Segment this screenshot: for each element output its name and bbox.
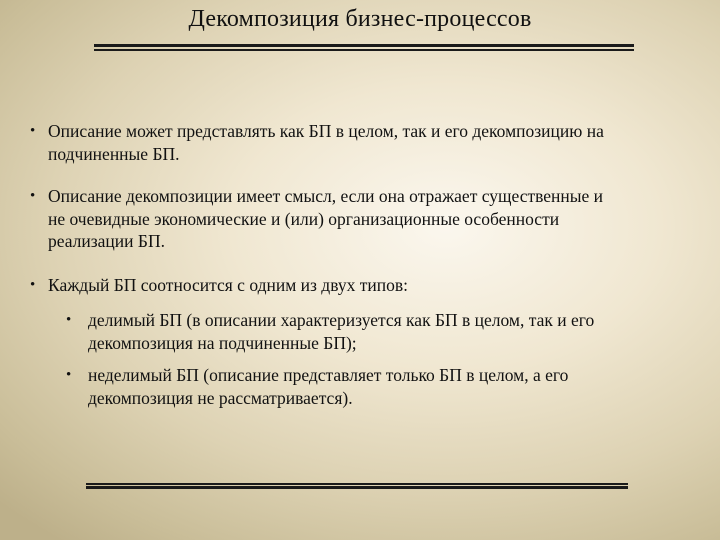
divider-thick-line [94, 44, 634, 47]
divider-thin-line [94, 49, 634, 51]
bullet-dot-icon: • [30, 123, 36, 139]
sub-bullet-text: делимый БП (в описании характеризуется как БП в целом, так и его декомпозиция на подчиненные БП); [88, 310, 595, 353]
sub-bullet-item [66, 309, 696, 354]
bullet-dot-icon: • [30, 277, 36, 293]
bullet-text: Описание может представлять как БП в целом, так и его декомпозицию на подчиненные БП. [48, 121, 604, 164]
bullet-dot-icon: • [30, 188, 36, 204]
sub-bullet-text: неделимый БП (описание представляет только БП в целом, а его декомпозиция не рассматривается). [88, 365, 569, 408]
bullet-item [30, 120, 700, 165]
bullet-dot-icon: • [66, 367, 72, 383]
divider-thick-line [86, 486, 628, 489]
sub-bullet-item [66, 364, 696, 409]
bullet-item [30, 274, 700, 297]
bullet-item [30, 185, 700, 253]
footer-divider [86, 483, 628, 490]
divider-thin-line [86, 483, 628, 485]
bullet-dot-icon: • [66, 312, 72, 328]
bullet-text: Описание декомпозиции имеет смысл, если она отражает существенные и не очевидные экономические и (или) организационные особенности реализации БП. [48, 186, 604, 251]
title-divider [94, 44, 634, 51]
bullet-text: Каждый БП соотносится с одним из двух типов: [48, 275, 409, 295]
slide-title: Декомпозиция бизнес-процессов [188, 6, 532, 32]
